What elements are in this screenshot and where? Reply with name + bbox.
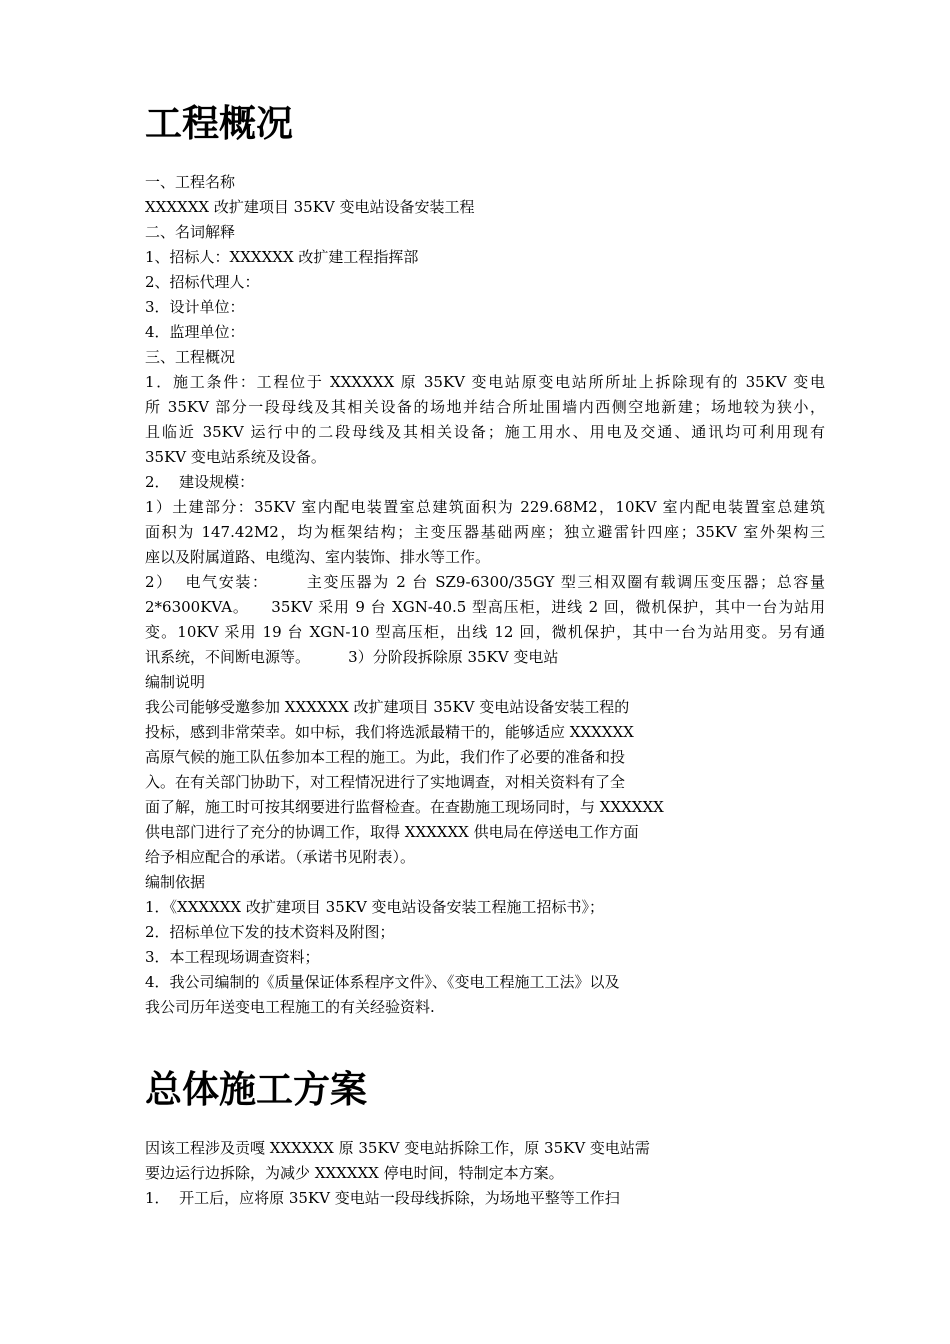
text-line: 因该工程涉及贡嘎 XXXXXX 原 35KV 变电站拆除工作，原 35KV 变电站需 (145, 1139, 650, 1157)
text-line: 2． 建设规模： (145, 473, 255, 491)
text-line: 35KV 变电站系统及设备。 (145, 448, 326, 466)
text-line: 4．我公司编制的《质量保证体系程序文件》、《变电工程施工工法》以及 (145, 973, 620, 991)
text-line: 我公司历年送变电工程施工的有关经验资料. (145, 998, 435, 1016)
text-line: 面积为 147.42M2，均为框架结构；主变压器基础两座；独立避雷针四座；35KV 室外架构三 (145, 523, 825, 541)
text-line: 且临近 35KV 运行中的二段母线及其相关设备；施工用水、用电及交通、通讯均可利用现有 (145, 423, 825, 441)
text-line: 2） 电气安装： 主变压器为 2 台 SZ9-6300/35GY 型三相双圈有载调压变压器；总容量 (145, 573, 825, 591)
text-line: 面了解，施工时可按其纲要进行监督检查。在查勘施工现场同时，与 XXXXXX (145, 798, 664, 816)
text-line: 投标，感到非常荣幸。如中标，我们将选派最精干的，能够适应 XXXXXX (145, 723, 634, 741)
text-line: 一、工程名称 (145, 173, 236, 191)
text-line: 1．施工条件：工程位于 XXXXXX 原 35KV 变电站原变电站所所址上拆除现有的 35KV 变电 (145, 373, 825, 391)
text-line: 讯系统，不间断电源等。 3）分阶段拆除原 35KV 变电站 (145, 648, 559, 666)
text-line: 要边运行边拆除，为减少 XXXXXX 停电时间，特制定本方案。 (145, 1164, 564, 1182)
text-line: 2．招标单位下发的技术资料及附图； (145, 923, 395, 941)
text-line: 编制说明 (145, 673, 206, 691)
text-line: 三、工程概况 (145, 348, 236, 366)
section-overall-construction-plan-body (145, 1136, 825, 1211)
text-line: 二、名词解释 (145, 223, 236, 241)
text-line: 我公司能够受邀参加 XXXXXX 改扩建项目 35KV 变电站设备安装工程的 (145, 698, 630, 716)
text-line: 1． 开工后，应将原 35KV 变电站一段母线拆除，为场地平整等工作扫 (145, 1189, 620, 1207)
text-line: 高原气候的施工队伍参加本工程的施工。为此，我们作了必要的准备和投 (145, 748, 626, 766)
text-line: 4．监理单位： (145, 323, 245, 341)
text-line: 1）土建部分：35KV 室内配电装置室总建筑面积为 229.68M2，10KV 室内配电装置室总建筑 (145, 498, 825, 516)
text-line: 3．本工程现场调查资料； (145, 948, 320, 966)
text-line: 座以及附属道路、电缆沟、室内装饰、排水等工作。 (145, 548, 491, 566)
text-line: 变。10KV 采用 19 台 XGN-10 型高压柜，出线 12 回，微机保护，其中一台为站用变。另有通 (145, 623, 825, 641)
section-title-project-overview: 工程概况 (145, 102, 293, 145)
text-line: XXXXXX 改扩建项目 35KV 变电站设备安装工程 (145, 198, 475, 216)
text-line: 1．《XXXXXX 改扩建项目 35KV 变电站设备安装工程施工招标书》； (145, 898, 605, 916)
text-line: 给予相应配合的承诺。（承诺书见附表）。 (145, 848, 416, 866)
text-line: 编制依据 (145, 873, 206, 891)
section-project-overview-body (145, 170, 825, 1020)
text-line: 所 35KV 部分一段母线及其相关设备的场地并结合所址围墙内西侧空地新建；场地较为狭小， (145, 398, 825, 416)
text-line: 入。在有关部门协助下，对工程情况进行了实地调查，对相关资料有了全 (145, 773, 626, 791)
text-line: 1、招标人：XXXXXX 改扩建工程指挥部 (145, 248, 419, 266)
text-line: 供电部门进行了充分的协调工作，取得 XXXXXX 供电局在停送电工作方面 (145, 823, 639, 841)
section-title-overall-construction-plan: 总体施工方案 (145, 1068, 367, 1111)
text-line: 2、招标代理人： (145, 273, 260, 291)
text-line: 2*6300KVA。 35KV 采用 9 台 XGN-40.5 型高压柜，进线 2 回，微机保护，其中一台为站用 (145, 598, 825, 616)
text-line: 3．设计单位： (145, 298, 245, 316)
